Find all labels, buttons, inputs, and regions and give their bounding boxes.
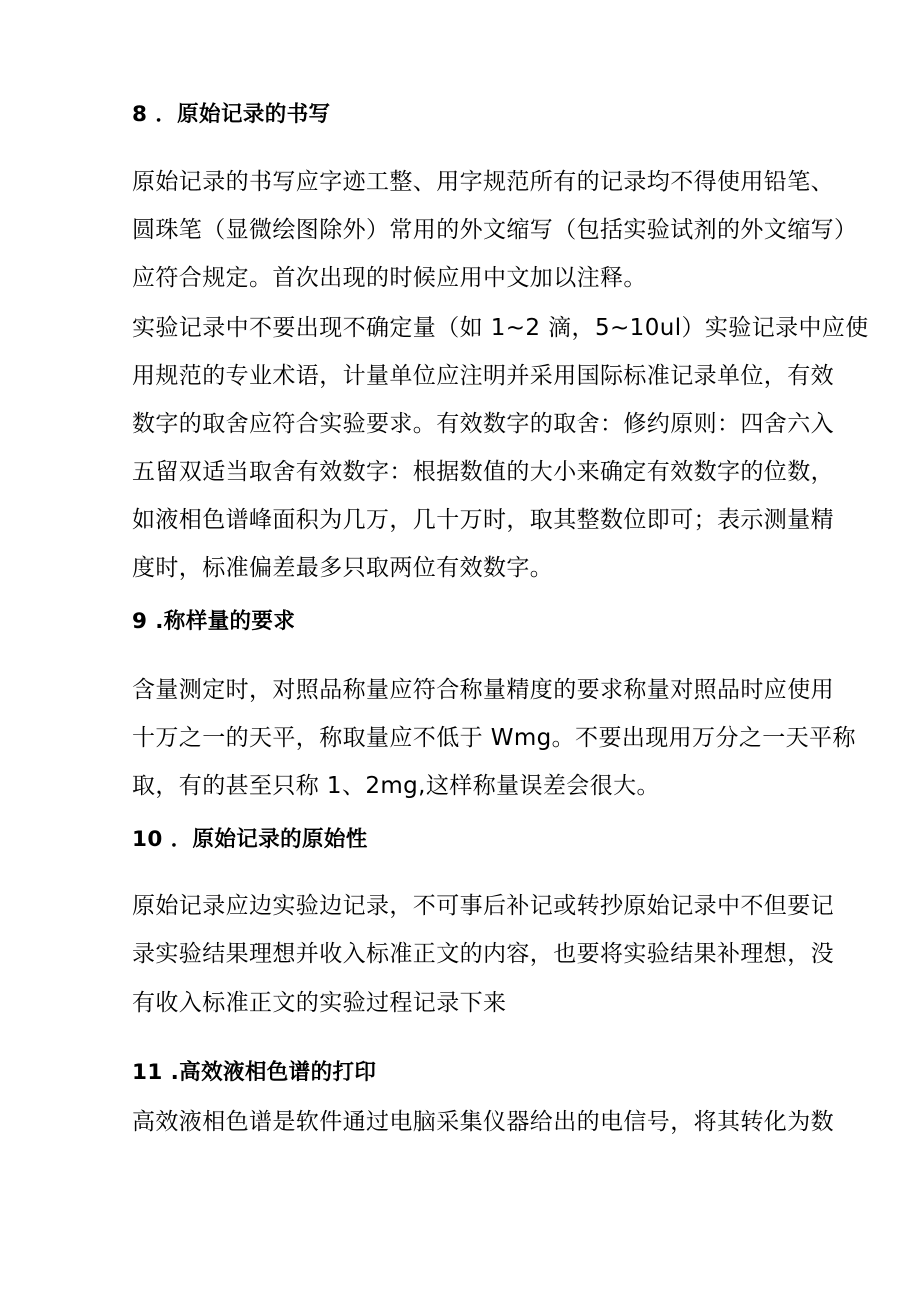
- paragraph-line: 取，有的甚至只称 1、2mg,这样称量误差会很大。: [132, 773, 660, 799]
- paragraph-line: 度时，标准偏差最多只取两位有效数字。: [132, 555, 554, 581]
- paragraph-line: 原始记录的书写应字迹工整、用字规范所有的记录均不得使用铅笔、: [132, 169, 834, 195]
- section-heading: 10 ．原始记录的原始性: [132, 827, 368, 852]
- paragraph-line: 录实验结果理想并收入标准正文的内容，也要将实验结果补理想，没: [132, 941, 834, 967]
- paragraph-line: 原始记录应边实验边记录，不可事后补记或转抄原始记录中不但要记: [132, 893, 834, 919]
- paragraph-line: 数字的取舍应符合实验要求。有效数字的取舍：修约原则：四舍六入: [132, 411, 834, 437]
- paragraph-line: 实验记录中不要出现不确定量（如 1~2 滴，5~10ul）实验记录中应使: [132, 315, 869, 341]
- paragraph-line: 五留双适当取舍有效数字：根据数值的大小来确定有效数字的位数，: [132, 459, 834, 485]
- paragraph-line: 高效液相色谱是软件通过电脑采集仪器给出的电信号，将其转化为数: [132, 1109, 834, 1135]
- section-heading: 8 ．原始记录的书写: [132, 102, 331, 127]
- paragraph-line: 应符合规定。首次出现的时候应用中文加以注释。: [132, 265, 647, 291]
- paragraph-line: 十万之一的天平，称取量应不低于 Wmg。不要出现用万分之一天平称: [132, 725, 856, 751]
- section-heading: 9 .称样量的要求: [132, 609, 296, 634]
- paragraph-line: 用规范的专业术语，计量单位应注明并采用国际标准记录单位，有效: [132, 363, 834, 389]
- paragraph-line: 有收入标准正文的实验过程记录下来: [132, 990, 507, 1016]
- paragraph-line: 含量测定时，对照品称量应符合称量精度的要求称量对照品时应使用: [132, 677, 834, 703]
- paragraph-line: 圆珠笔（显微绘图除外）常用的外文缩写（包括实验试剂的外文缩写）: [132, 217, 858, 243]
- paragraph-line: 如液相色谱峰面积为几万，几十万时，取其整数位即可；表示测量精: [132, 507, 834, 533]
- section-heading: 11 .高效液相色谱的打印: [132, 1060, 377, 1085]
